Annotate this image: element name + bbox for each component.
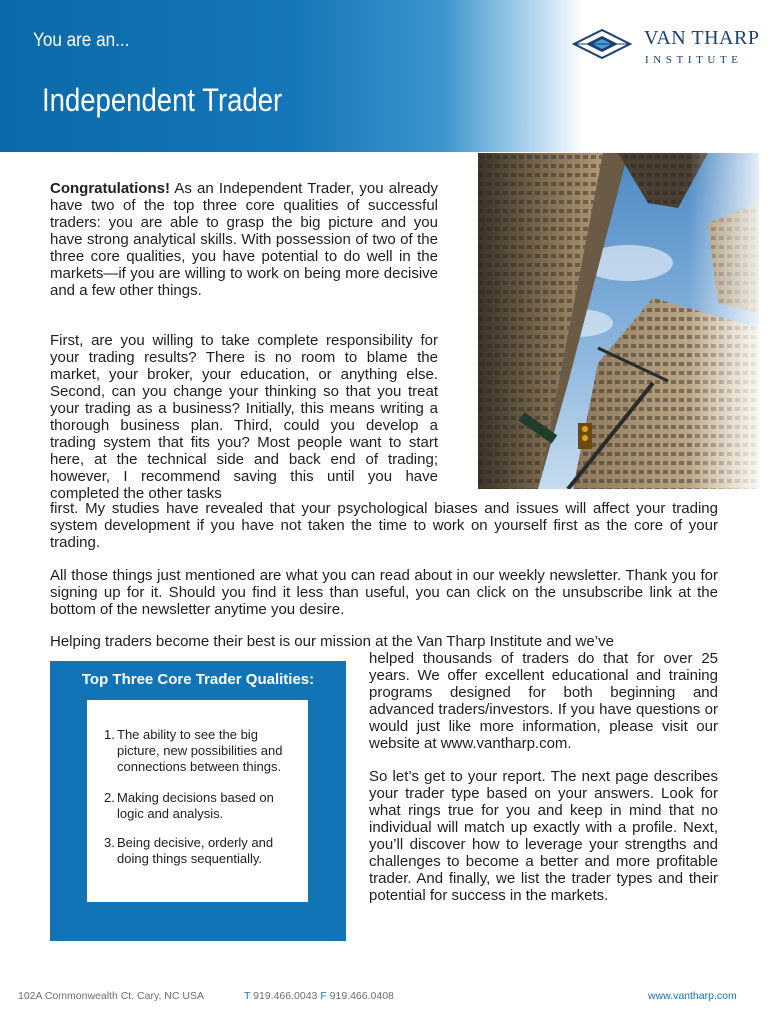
- header-kicker: You are an...: [33, 30, 130, 51]
- logo-name: VAN THARP: [644, 27, 760, 49]
- header-banner: [0, 0, 768, 152]
- quality-number: 1.: [104, 727, 115, 742]
- footer-address: 102A Commonwealth Ct. Cary, NC USA: [18, 990, 204, 1002]
- newsletter-paragraph: All those things just mentioned are what you can read about in our weekly newsletter. Thank you for signing up for it. Should you find it less than useful, you can click on the unsubscribe link at the bottom of the newsletter anytime you desire.: [50, 567, 718, 618]
- quality-item: [104, 790, 302, 822]
- quality-item: [104, 835, 302, 867]
- congrats-lead: Congratulations!: [50, 180, 170, 197]
- phone-number: 919.466.0043: [250, 990, 321, 1002]
- quality-text: Making decisions based on logic and analysis.: [117, 790, 274, 821]
- quality-number: 2.: [104, 790, 115, 805]
- qualities-list: [87, 700, 308, 902]
- skyscrapers-photo: [478, 153, 759, 489]
- intro-text: As an Independent Trader, you already have two of the top three core qualities of successful traders: you are able to grasp the big picture and you have strong analytical skills. With possession of two of the three core qualities, you have potential to do well in the markets—if you are willing to work on being more decisive and a few other things.: [50, 180, 438, 299]
- responsibility-paragraph: First, are you willing to take complete responsibility for your trading results? There is no room to blame the market, your broker, your education, or anything else. Second, can you change your thinking so that you treat your trading as a business? Initially, this means writing a thorough business plan. Third, could you develop a trading system that fits you? Most people want to start here, at the technical side and back end of trading; however, I recommend saving this until you have completed the other tasks: [50, 332, 438, 502]
- logo-mark-icon: [572, 26, 636, 62]
- skyscrapers-image: [478, 153, 759, 489]
- van-tharp-logo: [572, 26, 762, 72]
- qualities-box: [50, 661, 346, 941]
- report-paragraph: So let’s get to your report. The next page describes your trader type based on your answers. Look for what rings true for you and keep in mind that no individual will match up exactly with a profile. Next, you’ll discover how to leverage your strengths and challenges to become a better and more profitable trader. And finally, we list the trader types and their potential for success in the markets.: [369, 768, 718, 904]
- fax-label: F: [320, 990, 327, 1002]
- logo-subtitle: INSTITUTE: [645, 54, 743, 66]
- mission-paragraph: Helping traders become their best is our mission at the Van Tharp Institute and we’ve: [50, 633, 614, 650]
- fax-number: 919.466.0408: [326, 990, 394, 1002]
- phone-label: T: [244, 990, 251, 1002]
- quality-text: Being decisive, orderly and doing things sequentially.: [117, 835, 274, 866]
- responsibility-paragraph-continued: first. My studies have revealed that your psychological biases and issues will affect your trading system development if you have not taken the time to work on yourself first as the core of your trading.: [50, 500, 718, 551]
- page-title: Independent Trader: [42, 82, 283, 118]
- quality-item: [104, 727, 302, 775]
- mission-paragraph-continued: helped thousands of traders do that for over 25 years. We offer excellent educational and training programs designed for both beginning and advanced traders/investors. If you have questions or would just like more information, please visit our website at www.vantharp.com.: [369, 650, 718, 752]
- quality-text: The ability to see the big picture, new possibilities and connections between things.: [117, 727, 283, 774]
- qualities-title: Top Three Core Trader Qualities:: [81, 671, 315, 688]
- quality-number: 3.: [104, 835, 115, 850]
- intro-paragraph: [50, 180, 438, 299]
- footer-website-link[interactable]: www.vantharp.com: [648, 990, 737, 1002]
- footer-contact: [244, 990, 394, 1002]
